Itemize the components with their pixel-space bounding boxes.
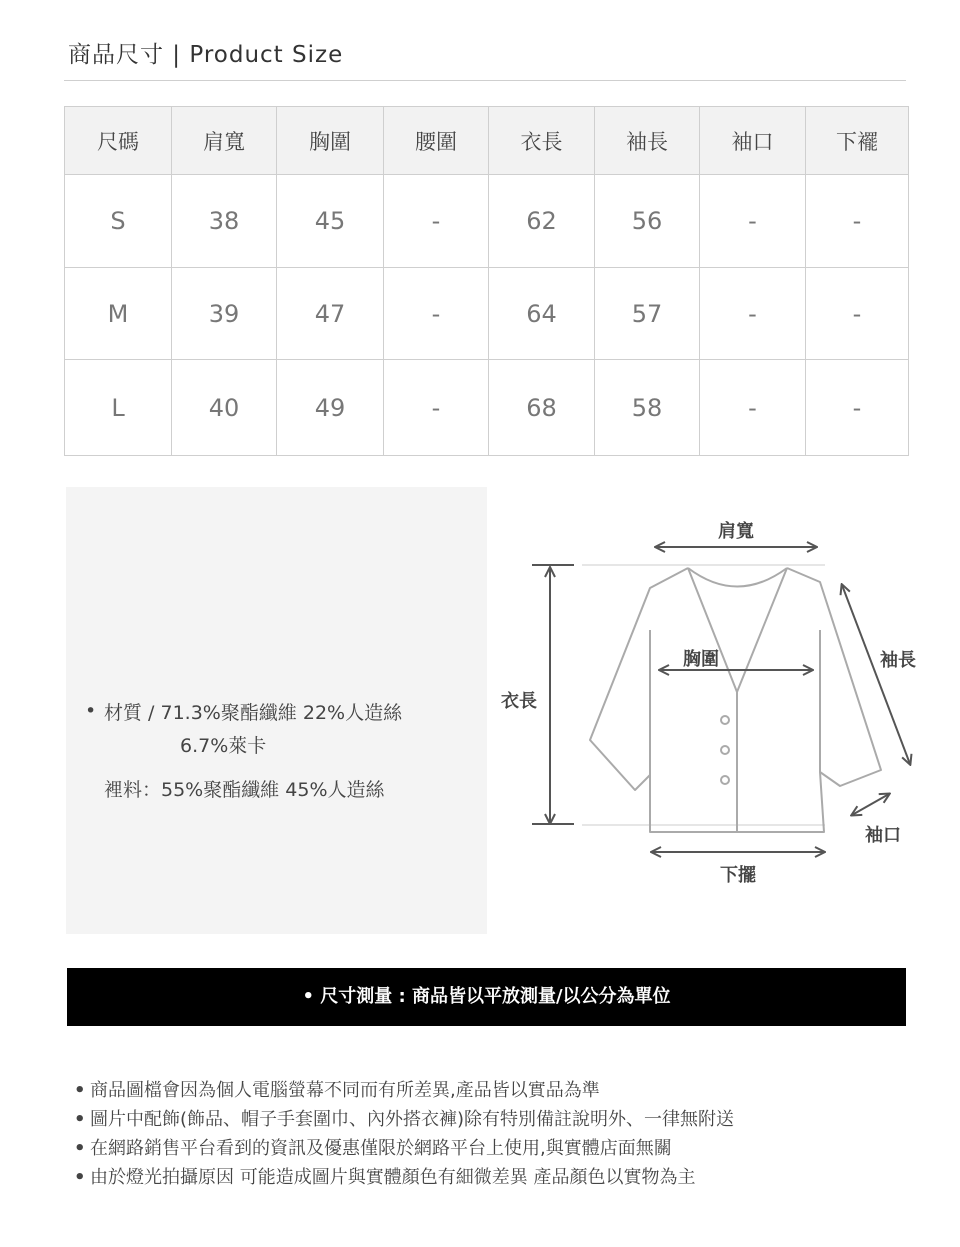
table-row: [65, 268, 909, 360]
material-panel: [66, 487, 487, 934]
header-shoulder: 肩寬: [172, 107, 277, 175]
table-row: [65, 360, 909, 456]
table-cell: 38: [172, 175, 277, 268]
size-table: [64, 106, 909, 456]
table-cell: 45: [277, 175, 384, 268]
table-cell: 47: [277, 268, 384, 360]
label-sleeve-length: 袖長: [880, 650, 916, 671]
label-length: 衣長: [501, 691, 537, 712]
table-cell: 49: [277, 360, 384, 456]
label-chest: 胸圍: [683, 649, 719, 670]
table-cell: -: [700, 360, 806, 456]
note-text: 商品圖檔會因為個人電腦螢幕不同而有所差異,產品皆以實品為準: [90, 1080, 600, 1101]
note-text: 圖片中配飾(飾品、帽子手套圍巾、內外搭衣褲)除有特別備註說明外、一律無附送: [90, 1109, 735, 1130]
list-item: [74, 1134, 734, 1163]
section-title: 商品尺寸 | Product Size: [68, 42, 344, 68]
header-sleeve: 袖長: [595, 107, 700, 175]
table-cell: 57: [595, 268, 700, 360]
lining-composition: 裡料：55%聚酯纖維 45%人造絲: [104, 779, 385, 801]
header-cuff: 袖口: [700, 107, 806, 175]
cardigan-illustration: [490, 490, 930, 910]
label-shoulder: 肩寬: [718, 521, 754, 542]
table-cell: -: [806, 175, 909, 268]
bullet: •: [74, 1138, 86, 1159]
garment-diagram: [490, 490, 930, 910]
header-size: 尺碼: [65, 107, 172, 175]
table-cell: -: [384, 175, 489, 268]
table-cell: S: [65, 175, 172, 268]
material-bullet: •: [85, 700, 97, 722]
table-cell: 56: [595, 175, 700, 268]
material-composition: 材質 / 71.3%聚酯纖維 22%人造絲: [104, 702, 403, 724]
table-cell: -: [806, 268, 909, 360]
table-cell: -: [384, 360, 489, 456]
note-text: 由於燈光拍攝原因 可能造成圖片與實體顏色有細微差異 產品顏色以實物為主: [90, 1167, 696, 1188]
table-cell: M: [65, 268, 172, 360]
table-cell: 68: [489, 360, 595, 456]
table-cell: -: [384, 268, 489, 360]
header-chest: 胸圍: [277, 107, 384, 175]
table-cell: -: [806, 360, 909, 456]
notes-list: [74, 1076, 734, 1192]
table-cell: 40: [172, 360, 277, 456]
note-text: 在網路銷售平台看到的資訊及優惠僅限於網路平台上使用,與實體店面無關: [90, 1138, 672, 1159]
table-cell: 58: [595, 360, 700, 456]
header-hem: 下襬: [806, 107, 909, 175]
table-header-row: [65, 107, 909, 175]
table-cell: 64: [489, 268, 595, 360]
header-waist: 腰圍: [384, 107, 489, 175]
title-divider: [64, 80, 906, 81]
bullet: •: [74, 1080, 86, 1101]
bullet: •: [74, 1167, 86, 1188]
table-cell: -: [700, 175, 806, 268]
list-item: [74, 1163, 734, 1192]
table-row: [65, 175, 909, 268]
measurement-note-bar: • 尺寸測量 : 商品皆以平放測量/以公分為單位: [67, 968, 906, 1026]
table-cell: L: [65, 360, 172, 456]
material-composition-cont: 6.7%萊卡: [180, 735, 267, 757]
list-item: [74, 1105, 734, 1134]
table-cell: 62: [489, 175, 595, 268]
bullet: •: [74, 1109, 86, 1130]
header-length: 衣長: [489, 107, 595, 175]
table-cell: -: [700, 268, 806, 360]
list-item: [74, 1076, 734, 1105]
table-cell: 39: [172, 268, 277, 360]
label-hem: 下擺: [720, 865, 756, 886]
label-cuff: 袖口: [865, 825, 901, 846]
